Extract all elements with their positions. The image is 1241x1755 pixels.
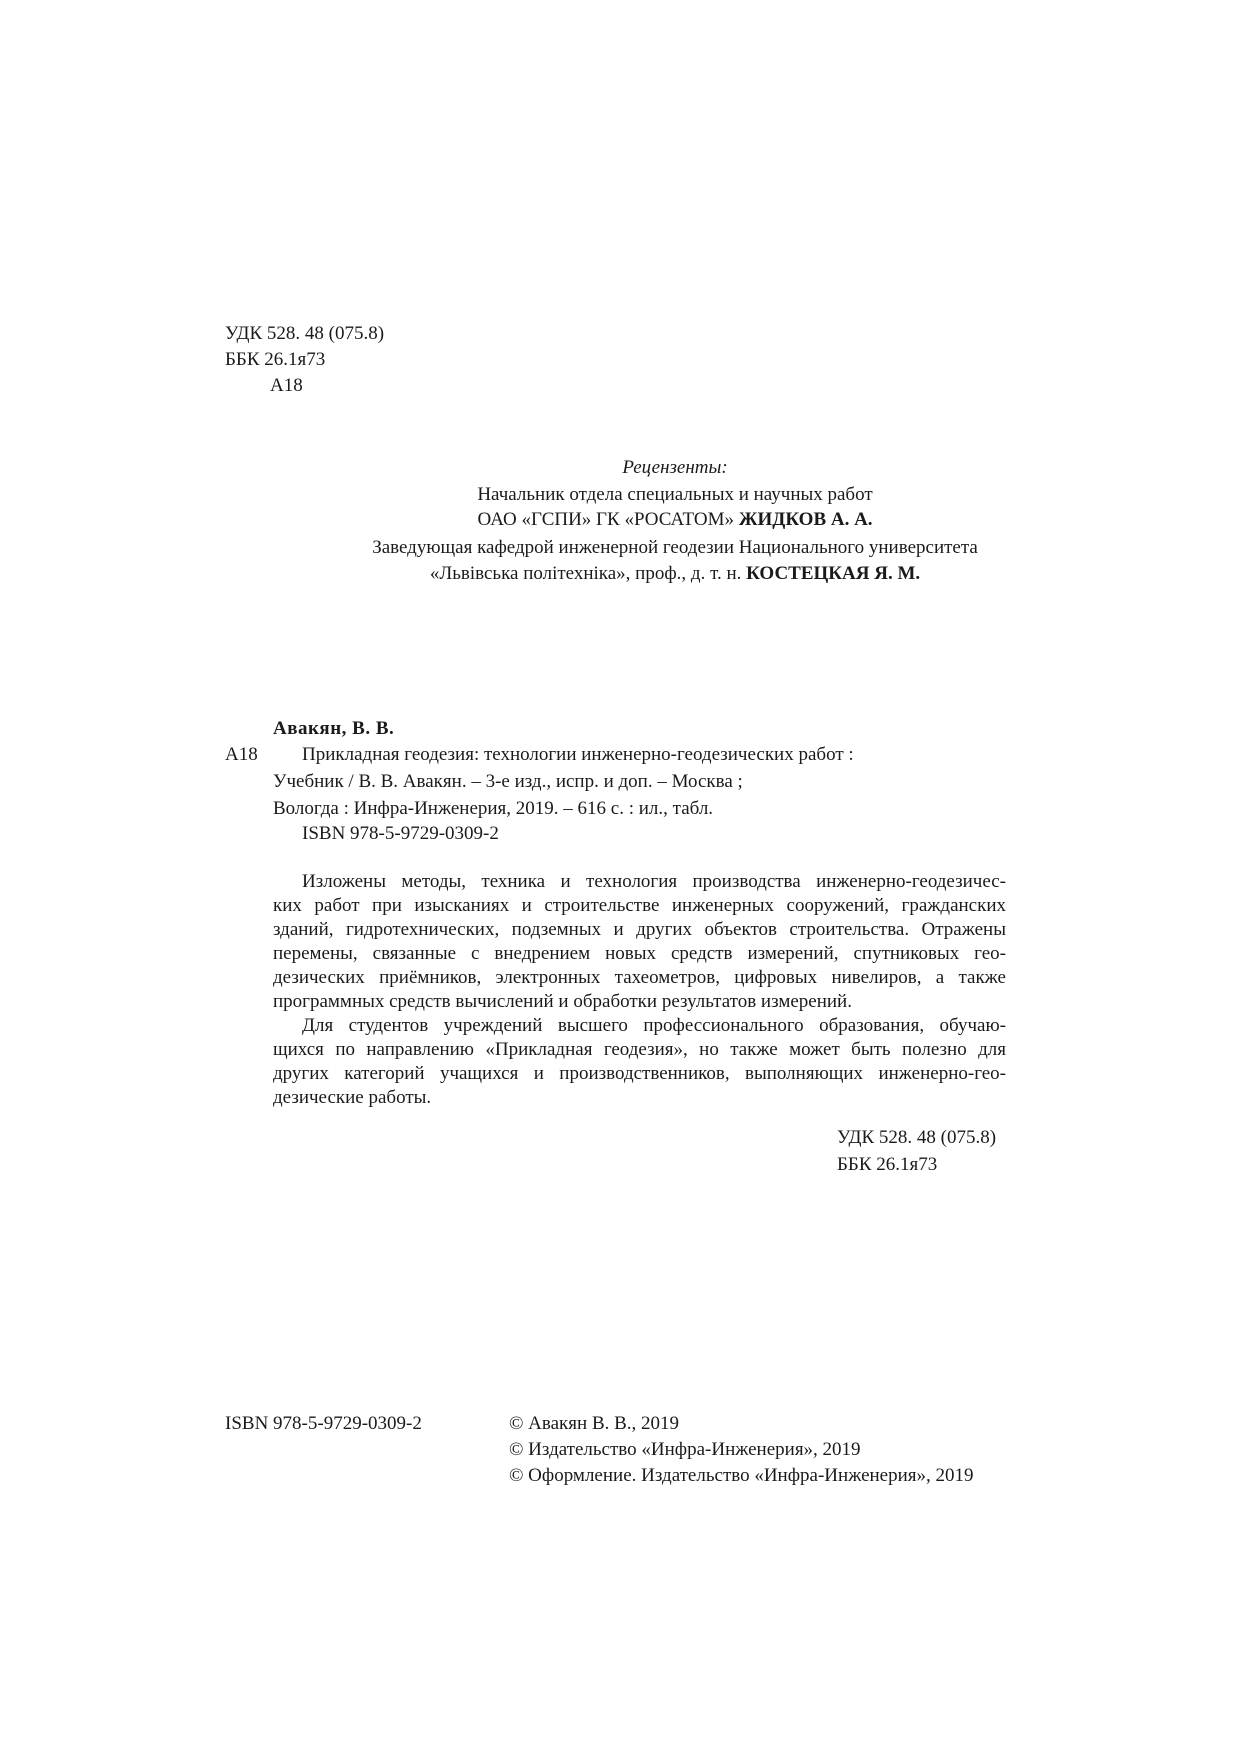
reviewer1-org-line [225,508,1125,532]
reviewers-title: Рецензенты: [622,457,728,478]
book-title-line2: Учебник / В. В. Авакян. – 3-е изд., испр. и доп. – Москва ; [273,771,743,792]
bbk-code-bottom: ББК 26.1я73 [837,1154,938,1175]
copyright-author: © Авакян В. В., 2019 [509,1413,680,1434]
abstract-line: программных средств вычислений и обработки результатов измерений. [273,991,852,1012]
copyright-design: © Оформление. Издательство «Инфра-Инженерия», 2019 [509,1465,974,1486]
abstract-line: дезических приёмников, электронных тахеометров, цифровых нивелиров, а также [273,967,1006,988]
reviewer2-position: Заведующая кафедрой инженерной геодезии Национального университета [372,537,978,558]
reviewer2-name: КОСТЕЦКАЯ Я. М. [746,563,921,584]
abstract-line: Изложены методы, техника и технология производства инженерно-геодезичес- [302,871,1006,892]
abstract-line: щихся по направлению «Прикладная геодезия», но также может быть полезно для [273,1039,1006,1060]
author-mark-top: А18 [270,375,303,396]
abstract-line: перемены, связанные с внедрением новых средств измерений, спутниковых гео- [273,943,1006,964]
reviewer1-org: ОАО «ГСПИ» ГК «РОСАТОМ» [477,509,734,530]
book-author: Авакян, В. В. [273,718,395,739]
book-isbn: ISBN 978-5-9729-0309-2 [302,823,499,844]
book-title-line1: Прикладная геодезия: технологии инженерно-геодезических работ : [302,744,854,765]
copyright-publisher: © Издательство «Инфра-Инженерия», 2019 [509,1439,861,1460]
udk-code-bottom: УДК 528. 48 (075.8) [837,1127,997,1148]
abstract-line: дезические работы. [273,1087,432,1108]
abstract-line: Для студентов учреждений высшего профессионального образования, обучаю- [302,1015,1006,1036]
abstract [273,870,1006,1110]
udk-code-top: УДК 528. 48 (075.8) [225,323,385,344]
abstract-line: других категорий учащихся и производственников, выполняющих инженерно-гео- [273,1063,1006,1084]
reviewer1-name: ЖИДКОВ А. А. [738,509,873,530]
reviewer1-position: Начальник отдела специальных и научных работ [477,484,873,505]
reviewer2-org: «Львівська політехніка», проф., д. т. н. [429,563,742,584]
isbn-bottom: ISBN 978-5-9729-0309-2 [225,1413,422,1434]
abstract-line: зданий, гидротехнических, подземных и других объектов строительства. Отражены [273,919,1006,940]
book-imprint: Вологда : Инфра-Инженерия, 2019. – 616 с. : ил., табл. [273,798,714,819]
bbk-code-top: ББК 26.1я73 [225,349,326,370]
author-mark: А18 [225,744,258,765]
reviewer2-org-line [225,562,1125,586]
abstract-line: ких работ при изысканиях и строительстве инженерных сооружений, гражданских [273,895,1006,916]
